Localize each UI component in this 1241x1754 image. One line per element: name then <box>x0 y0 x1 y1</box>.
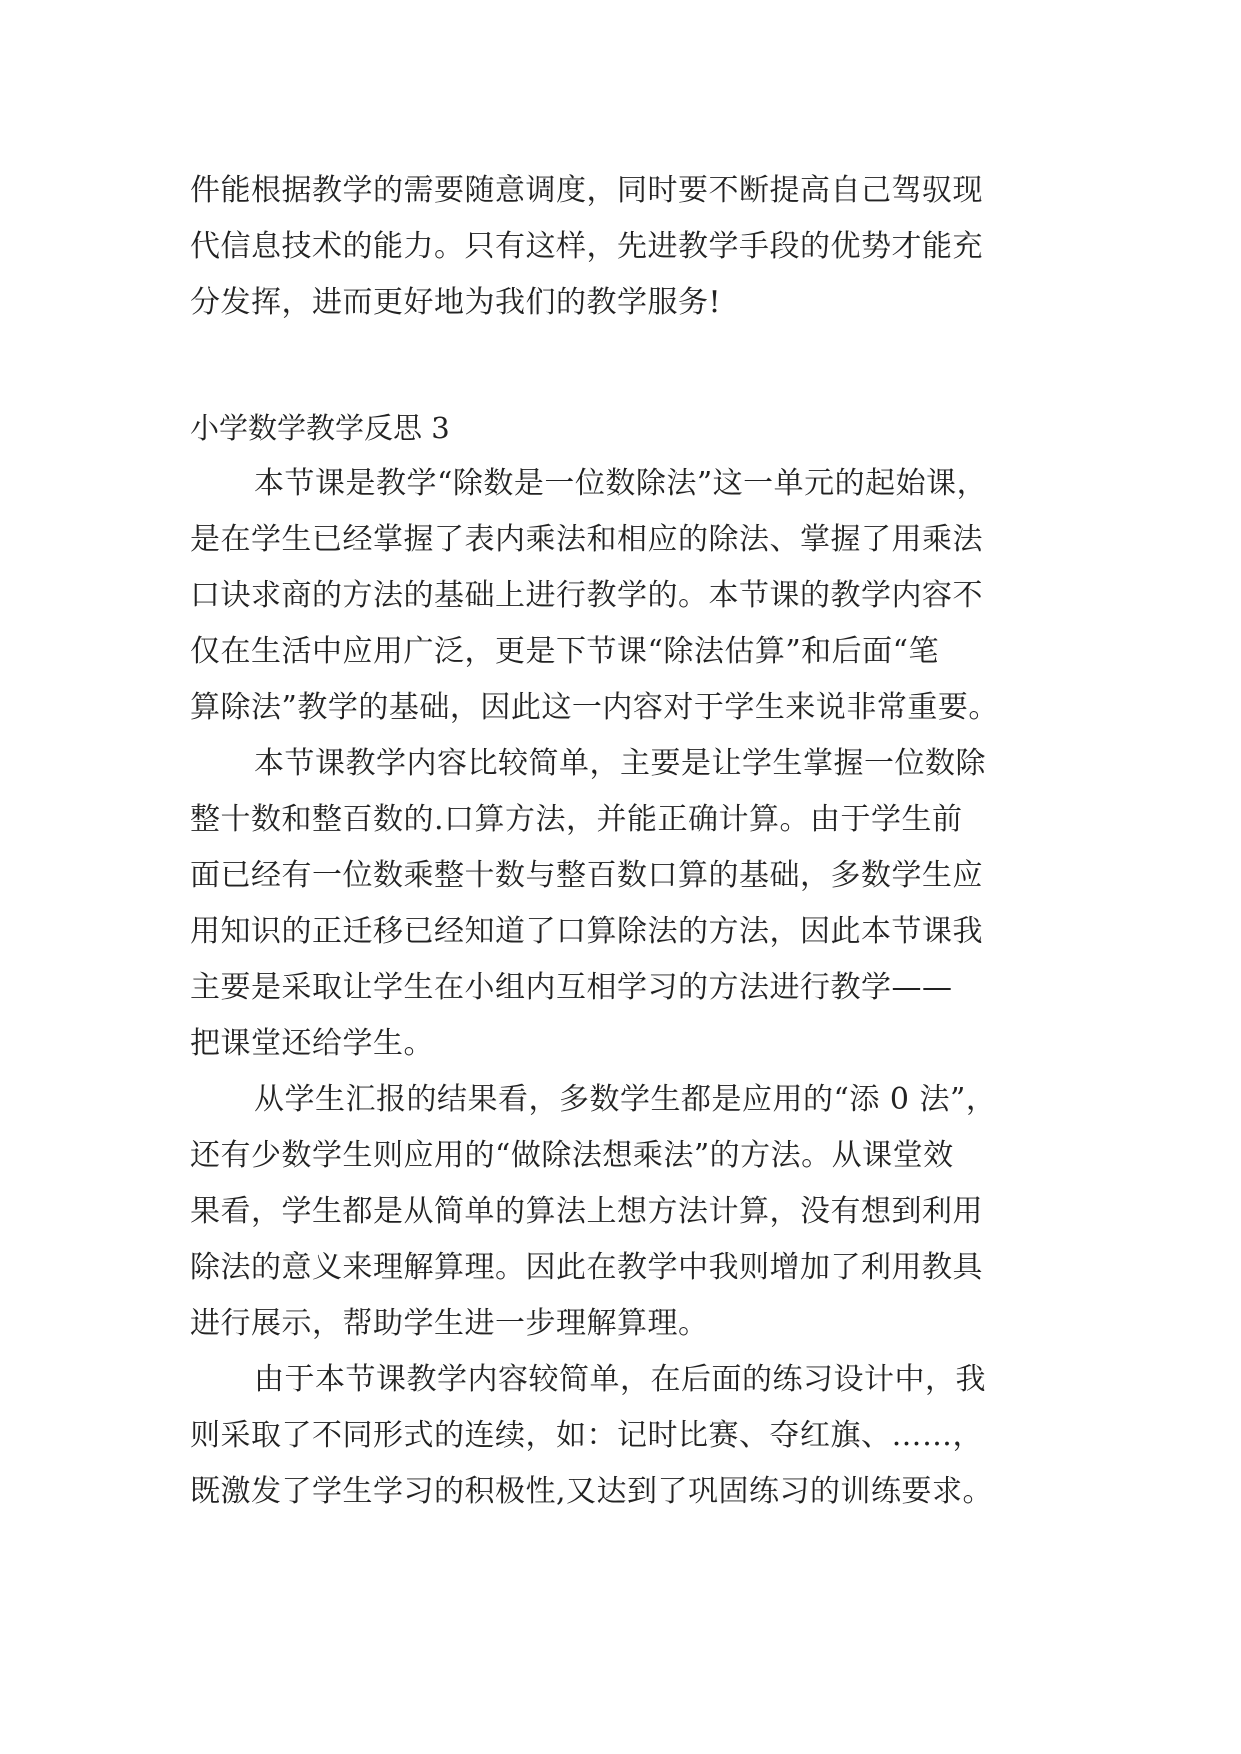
text-line: 算除法”教学的基础，因此这一内容对于学生来说非常重要。 <box>190 690 999 725</box>
text-line: 除法的意义来理解算理。因此在教学中我则增加了利用教具 <box>190 1250 983 1285</box>
section-title: 小学数学教学反思 3 <box>190 411 450 445</box>
text-line: 是在学生已经掌握了表内乘法和相应的除法、掌握了用乘法 <box>190 522 983 557</box>
paragraph-1 <box>190 456 1060 736</box>
text-line: 果看，学生都是从简单的算法上想方法计算，没有想到利用 <box>190 1194 983 1229</box>
text-line: 从学生汇报的结果看，多数学生都是应用的“添 0 法”， <box>254 1082 997 1117</box>
text-line: 主要是采取让学生在小组内互相学习的方法进行教学—— <box>190 970 953 1005</box>
text-line: 用知识的正迁移已经知道了口算除法的方法，因此本节课我 <box>190 914 983 949</box>
text-line: 把课堂还给学生。 <box>190 1026 434 1061</box>
intro-paragraph <box>190 163 1060 331</box>
text-line: 由于本节课教学内容较简单，在后面的练习设计中，我 <box>254 1362 986 1397</box>
text-line: 口诀求商的方法的基础上进行教学的。本节课的教学内容不 <box>190 578 983 613</box>
text-line: 面已经有一位数乘整十数与整百数口算的基础，多数学生应 <box>190 858 983 893</box>
text-line: 仅在生活中应用广泛，更是下节课“除法估算”和后面“笔 <box>190 634 940 669</box>
paragraph-4 <box>190 1352 1060 1520</box>
text-line: 件能根据教学的需要随意调度，同时要不断提高自己驾驭现 <box>190 173 983 208</box>
text-line: 本节课教学内容比较简单，主要是让学生掌握一位数除 <box>254 746 986 781</box>
text-line: 还有少数学生则应用的“做除法想乘法”的方法。从课堂效 <box>190 1138 954 1173</box>
text-line: 则采取了不同形式的连续，如：记时比赛、夺红旗、……， <box>190 1418 983 1453</box>
text-line: 本节课是教学“除数是一位数除法”这一单元的起始课， <box>254 466 988 501</box>
paragraph-3 <box>190 1072 1060 1352</box>
text-line: 代信息技术的能力。只有这样，先进教学手段的优势才能充 <box>190 229 983 264</box>
document-body <box>190 163 1060 1520</box>
paragraph-2 <box>190 736 1060 1072</box>
text-line: 进行展示，帮助学生进一步理解算理。 <box>190 1306 709 1341</box>
text-line: 分发挥，进而更好地为我们的教学服务! <box>190 285 722 320</box>
text-line: 整十数和整百数的.口算方法，并能正确计算。由于学生前 <box>190 802 963 837</box>
section-spacer <box>190 331 1060 400</box>
text-line: 既激发了学生学习的积极性,又达到了巩固练习的训练要求。 <box>190 1474 994 1509</box>
